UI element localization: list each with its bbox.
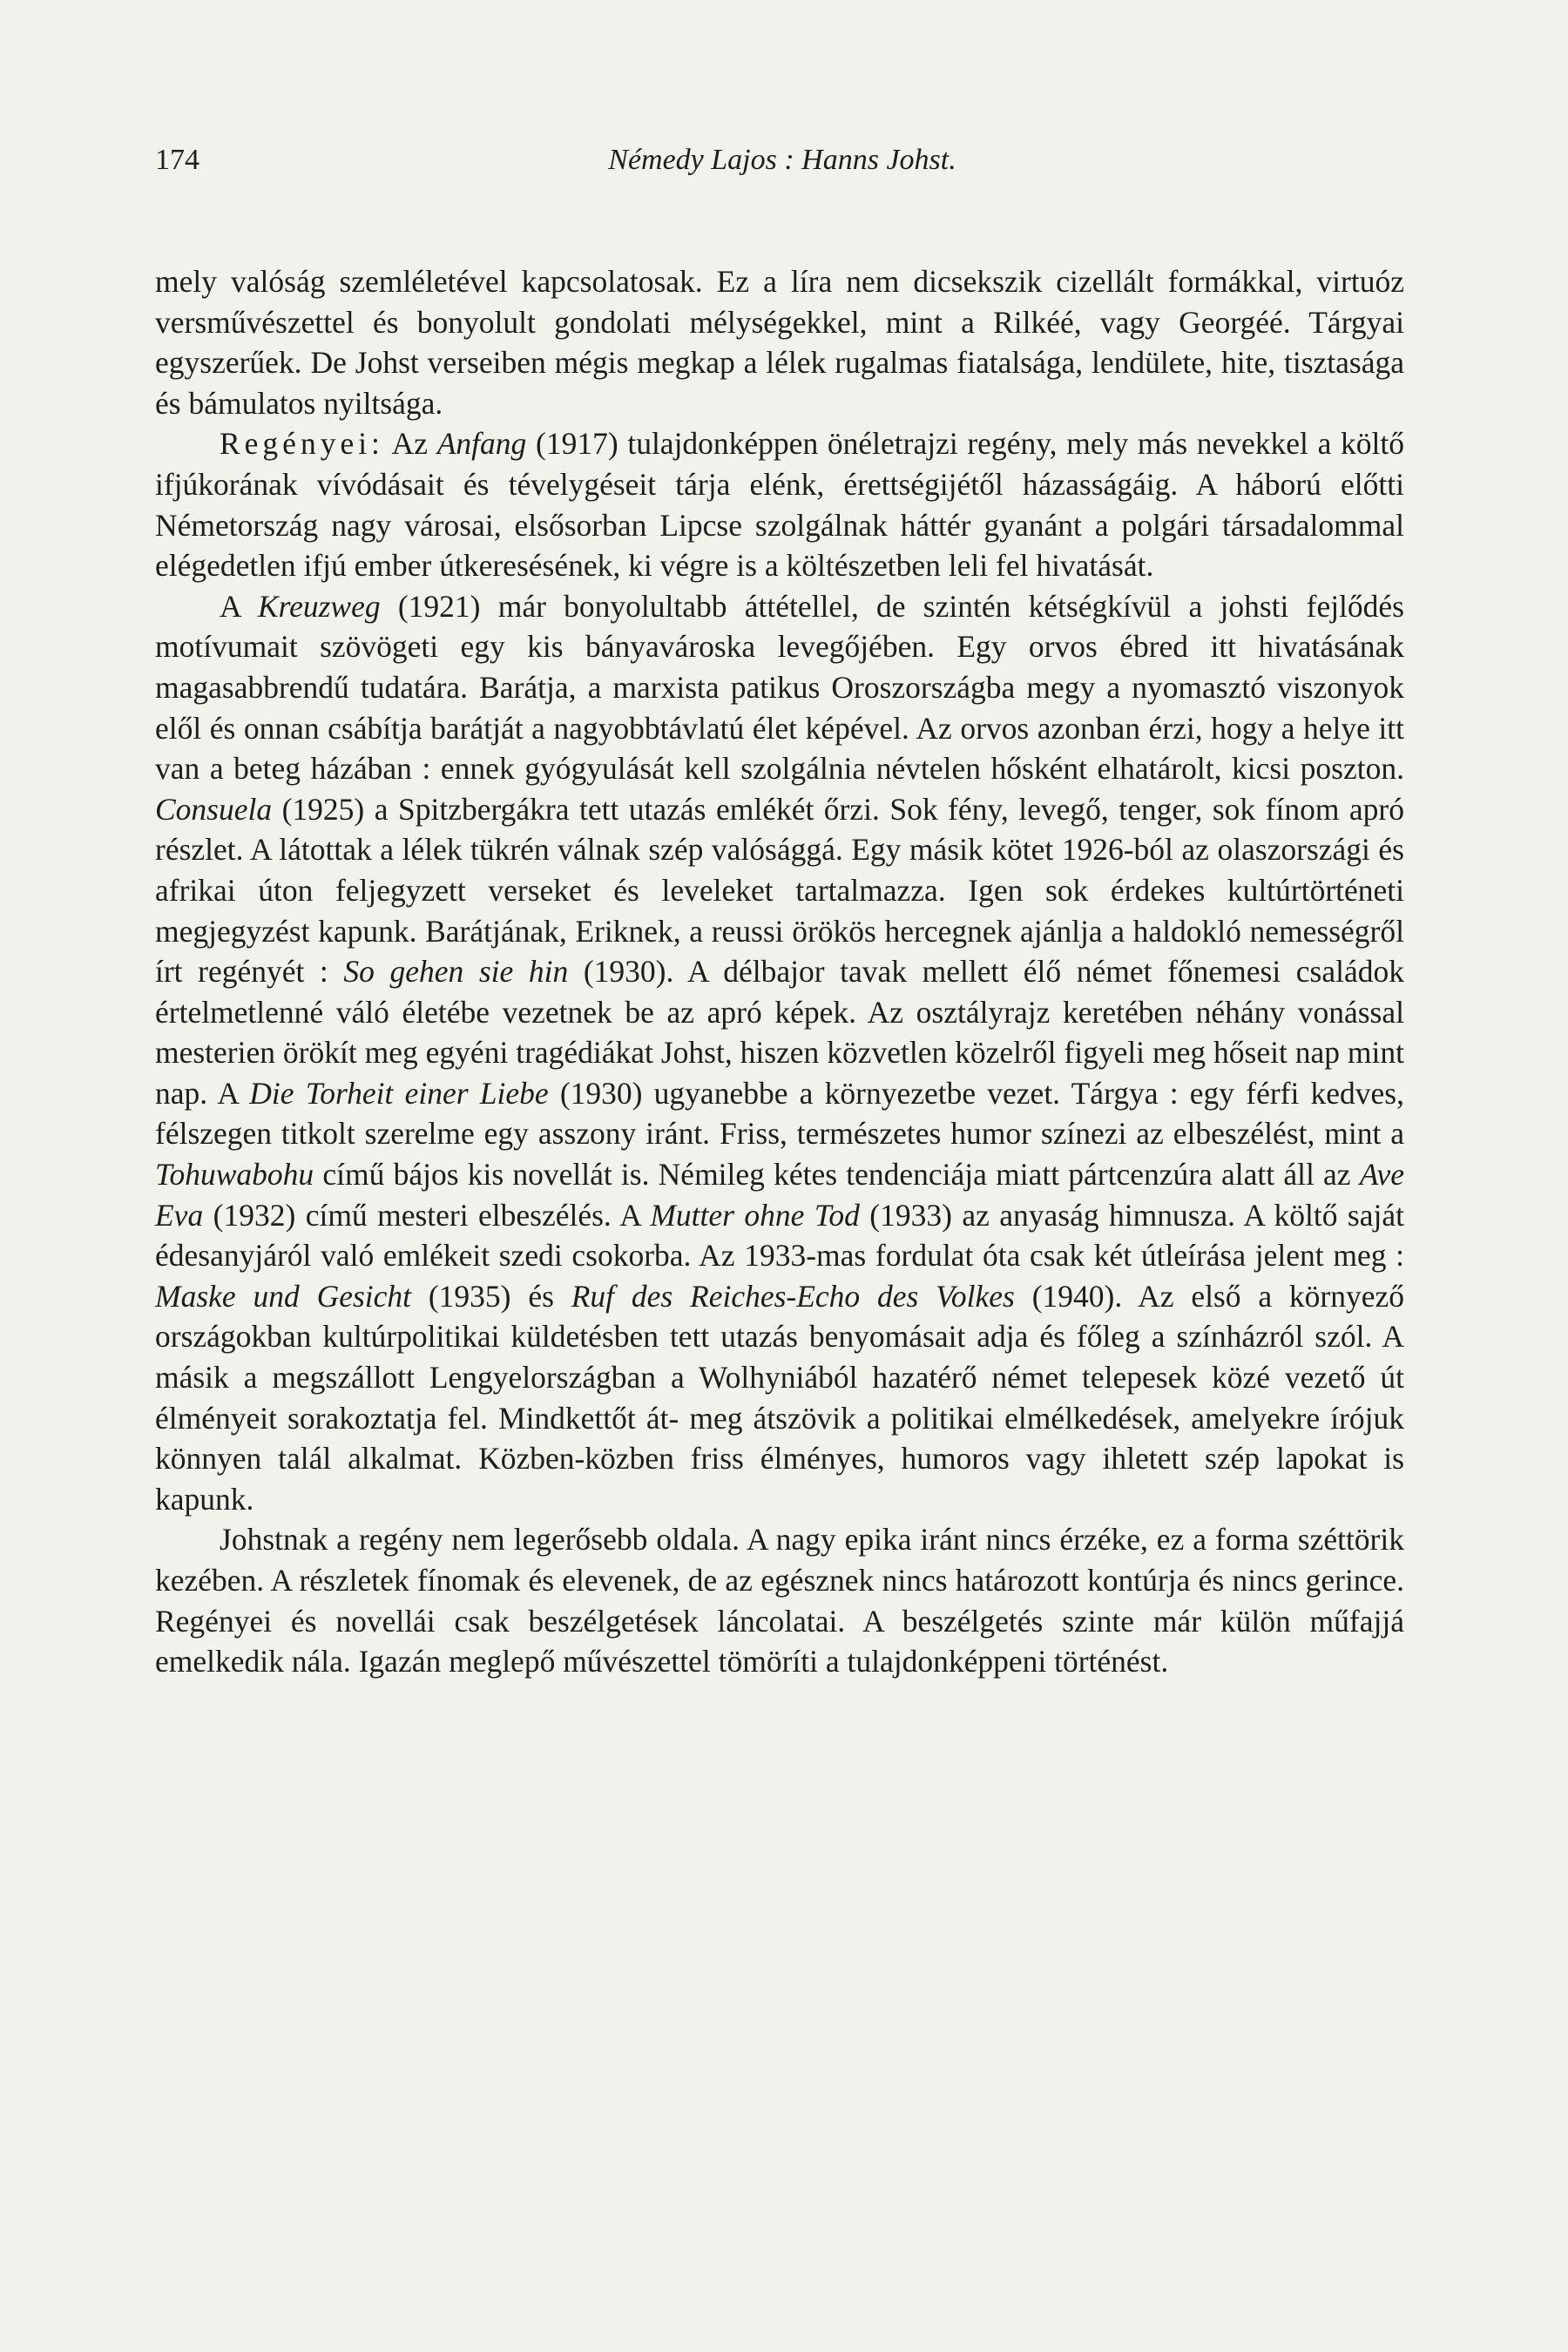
book-title: Die Torheit einer Liebe (249, 1075, 549, 1111)
running-title: Némedy Lajos : Hanns Johst. (608, 144, 956, 176)
text-segment: mely valóság szemléletével kapcsolatosak. Ez a líra nem dicsekszik cizellált formákkal, virtuóz versművészettel és bonyolult gondolati mélységekkel, mint a Rilkéé, vagy Georgéé. Tárgyai egyszerűek. De Johst verseiben mégis megkap a lélek rugalmas fiatalsága, lendülete, hite, tisztasága és bámulatos nyiltsága. (155, 264, 1404, 421)
text-segment: (1935) és (411, 1278, 571, 1314)
text-segment: (1940). Az első a környező országokban kultúrpolitikai küldetésben tett utazás benyomásait adja és főleg a színházról szól. A másik a megszállott Lengyelországban a Wolhyniából hazatérő német telepesek közé vezető út élményeit sorakoztatja fel. Mindkettőt át- meg átszövik a politikai elmélkedések, amelyekre írójuk könnyen talál alkalmat. Közben-közben friss élményes, humoros vagy ihletett szép lapokat is kapunk. (155, 1278, 1405, 1517)
book-title: Tohuwabohu (155, 1157, 314, 1193)
text-segment: (1932) című mesteri elbeszélés. A (203, 1197, 651, 1233)
text-segment: (1921) már bonyolultabb áttétellel, de szintén kétségkívül a johsti fejlődés motívumait szövögeti egy kis bányavároska levegőjében. Egy orvos ébred itt hivatásának magasabbrendű tudatára. Barátja, a marxista patikus Oroszországba megy a nyomasztó viszonyok elől és onnan csábítja barátját a nagyobbtávlatú élet képével. Az orvos azonban érzi, hogy a helye itt van a beteg házában : ennek gyógyulását kell szolgálnia névtelen hősként elhatárolt, kicsi poszton. (155, 588, 1404, 787)
page-number: 174 (155, 144, 199, 176)
paragraph-3 (155, 586, 1404, 1520)
text-segment: (1925) a Spitzbergákra tett utazás emlékét őrzi. Sok fény, levegő, tenger, sok fínom apró részlet. A látottak a lélek tükrén válnak szép valósággá. Egy másik kötet 1926-ból az olaszországi és afrikai úton feljegyzett verseket és leveleket tartalmazza. Igen sok érdekes kultúrtörténeti megjegyzést kapunk. Barátjának, Eriknek, a reussi örökös hercegnek ajánlja a haldokló nemességről írt regényét : (155, 791, 1404, 990)
text-segment: Johstnak a regény nem legerősebb oldala. A nagy epika iránt nincs érzéke, ez a forma széttörik kezében. A részletek fínomak és elevenek, de az egésznek nincs határozott kontúrja és nincs gerince. Regényei és novellái csak beszélgetések láncolatai. A beszélgetés szinte már külön műfajjá emelkedik nála. Igazán meglepő művészettel tömöríti a tulajdonképpeni történést. (155, 1522, 1404, 1680)
book-title: So gehen sie hin (343, 954, 569, 990)
book-title: Maske und Gesicht (155, 1278, 412, 1314)
paragraph-2 (155, 423, 1404, 585)
paragraph-4 (155, 1519, 1404, 1681)
text-segment: Az (383, 426, 437, 462)
text-segment: (1930). A délbajor tavak mellett élő német főnemesi családok értelmetlenné váló életébe vezetnek be az apró képek. Az osztályrajz keretében néhány vonással mesterien örökít meg egyéni tragédiákat Johst, hiszen közvetlen közelről figyeli meg hőseit nap mint nap. A (155, 954, 1404, 1111)
book-title: Ruf des Reiches-Echo des Volkes (571, 1278, 1015, 1314)
text-segment: című bájos kis novellát is. Némileg kétes tendenciája miatt pártcenzúra alatt áll az (314, 1157, 1360, 1193)
body-text (155, 261, 1404, 1682)
text-segment: (1917) tulajdonképpen önéletrajzi regény, mely más nevekkel a költő ifjúkorának vívódásait és tévelygéseit tárja elénk, érettségijétől házasságáig. A háború előtti Németország nagy városai, elsősorban Lipcse szolgálnak háttér gyanánt a polgári társadalommal elégedetlen ifjú ember útkeresésének, ki végre is a költészetben leli fel hivatását. (155, 426, 1404, 584)
text-segment: A (220, 588, 258, 624)
paragraph-1 (155, 261, 1404, 423)
book-title: Kreuzweg (257, 588, 381, 624)
book-title: Ave Eva (155, 1157, 1404, 1233)
book-title: Consuela (155, 791, 273, 827)
section-lead-spaced: Regényei: (220, 426, 384, 462)
text-segment: (1930) ugyanebbe a környezetbe vezet. Tárgya : egy férfi kedves, félszegen titkolt szerelme egy asszony iránt. Friss, természetes humor színezi az elbeszélést, mint a (155, 1075, 1404, 1152)
book-title: Mutter ohne Tod (650, 1197, 860, 1233)
text-segment: (1933) az anyaság himnusza. A költő saját édesanyjáról való emlékeit szedi csokorba. Az 1933-mas fordulat óta csak két útleírása jelent meg : (155, 1197, 1404, 1274)
book-title: Anfang (436, 426, 527, 462)
